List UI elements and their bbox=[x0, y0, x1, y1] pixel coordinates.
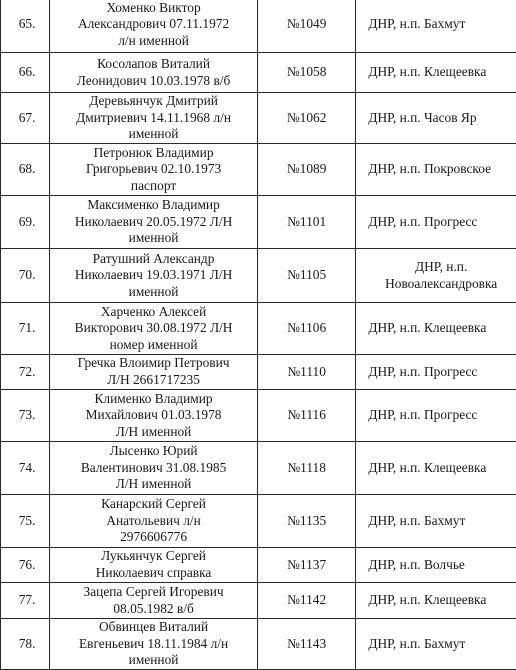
person-line: Николаевич 20.05.1972 Л/Н bbox=[53, 214, 254, 231]
document-number: №1116 bbox=[257, 390, 355, 442]
location-line: ДНР, н.п. Клещеевка bbox=[368, 64, 486, 79]
person-line: Максименко Владимир bbox=[53, 197, 254, 214]
location-line: ДНР, н.п. Бахмут bbox=[368, 16, 465, 31]
location-line: ДНР, н.п. Прогресс bbox=[368, 214, 477, 229]
document-number: №1049 bbox=[257, 0, 355, 53]
person-line: Александрович 07.11.1972 bbox=[53, 16, 254, 33]
document-number: №1137 bbox=[257, 548, 355, 583]
person-line: Леонидович 10.03.1978 в/б bbox=[53, 73, 254, 90]
person-line: Л/Н именной bbox=[53, 424, 254, 441]
table-row bbox=[1, 93, 516, 144]
person-line: Ратушний Александр bbox=[53, 251, 254, 268]
person-cell bbox=[50, 93, 258, 144]
document-number: №1105 bbox=[257, 249, 355, 303]
location-line: ДНР, н.п. bbox=[368, 259, 516, 276]
person-line: Валентинович 31.08.1985 bbox=[53, 460, 254, 477]
person-cell bbox=[50, 303, 258, 355]
person-cell bbox=[50, 548, 258, 583]
person-line: Харченко Алексей bbox=[53, 304, 254, 321]
person-line: именной bbox=[53, 284, 254, 301]
document-number: №1135 bbox=[257, 495, 355, 548]
person-line: 08.05.1982 в/б bbox=[53, 601, 254, 618]
person-line: Николаевич справка bbox=[53, 565, 254, 582]
row-number: 69. bbox=[1, 196, 50, 249]
document-number: №1106 bbox=[257, 303, 355, 355]
location-line: Новоалександровка bbox=[368, 276, 516, 293]
person-cell bbox=[50, 442, 258, 495]
person-line: Канарский Сергей bbox=[53, 496, 254, 513]
row-number: 66. bbox=[1, 53, 50, 93]
location-line: ДНР, н.п. Прогресс bbox=[368, 364, 477, 379]
document-number: №1143 bbox=[257, 619, 355, 670]
table-row bbox=[1, 0, 516, 53]
person-line: Лукьянчук Сергей bbox=[53, 548, 254, 565]
person-line: Хоменко Виктор bbox=[53, 0, 254, 16]
row-number: 76. bbox=[1, 548, 50, 583]
person-line: Зацепа Сергей Игоревич bbox=[53, 584, 254, 601]
person-line: Гречка Влоимир Петрович bbox=[53, 355, 254, 372]
person-line: Николаевич 19.03.1971 Л/Н bbox=[53, 267, 254, 284]
location-line: ДНР, н.п. Бахмут bbox=[368, 513, 465, 528]
person-line: Л/Н именной bbox=[53, 476, 254, 493]
person-cell bbox=[50, 196, 258, 249]
person-line: 2976606776 bbox=[53, 529, 254, 546]
row-number: 73. bbox=[1, 390, 50, 442]
location-line: ДНР, н.п. Клещеевка bbox=[368, 592, 486, 607]
person-cell bbox=[50, 355, 258, 390]
person-line: Михайлович 01.03.1978 bbox=[53, 407, 254, 424]
person-line: паспорт bbox=[53, 178, 254, 195]
person-line: л/н именной bbox=[53, 33, 254, 50]
person-line: Лысенко Юрий bbox=[53, 443, 254, 460]
location-cell bbox=[356, 495, 516, 548]
document-number: №1101 bbox=[257, 196, 355, 249]
person-line: Косолапов Виталий bbox=[53, 56, 254, 73]
location-cell bbox=[356, 0, 516, 53]
person-line: Анатольевич л/н bbox=[53, 513, 254, 530]
location-line: ДНР, н.п. Бахмут bbox=[368, 636, 465, 651]
table-row bbox=[1, 196, 516, 249]
table-row bbox=[1, 53, 516, 93]
person-line: Григорьевич 02.10.1973 bbox=[53, 161, 254, 178]
location-cell bbox=[356, 548, 516, 583]
person-line: именной bbox=[53, 126, 254, 143]
row-number: 71. bbox=[1, 303, 50, 355]
location-line: ДНР, н.п. Клещеевка bbox=[368, 320, 486, 335]
table-row bbox=[1, 583, 516, 619]
person-line: Евгеньевич 18.11.1984 л/н bbox=[53, 636, 254, 653]
person-cell bbox=[50, 619, 258, 670]
records-table-body bbox=[1, 0, 516, 669]
person-cell bbox=[50, 495, 258, 548]
row-number: 67. bbox=[1, 93, 50, 144]
location-cell bbox=[356, 390, 516, 442]
person-line: Клименко Владимир bbox=[53, 391, 254, 408]
document-number: №1058 bbox=[257, 53, 355, 93]
row-number: 74. bbox=[1, 442, 50, 495]
table-row bbox=[1, 144, 516, 196]
location-line: ДНР, н.п. Волчье bbox=[368, 557, 465, 572]
person-line: именной bbox=[53, 652, 254, 669]
person-cell bbox=[50, 53, 258, 93]
location-line: ДНР, н.п. Клещеевка bbox=[368, 460, 486, 475]
row-number: 68. bbox=[1, 144, 50, 196]
location-cell bbox=[356, 249, 516, 303]
location-cell bbox=[356, 144, 516, 196]
person-line: Деревьянчук Дмитрий bbox=[53, 93, 254, 110]
table-row bbox=[1, 495, 516, 548]
table-row bbox=[1, 249, 516, 303]
person-line: номер именной bbox=[53, 337, 254, 354]
table-row bbox=[1, 442, 516, 495]
location-cell bbox=[356, 196, 516, 249]
document-number: №1110 bbox=[257, 355, 355, 390]
row-number: 78. bbox=[1, 619, 50, 670]
document-number: №1142 bbox=[257, 583, 355, 619]
location-cell bbox=[356, 619, 516, 670]
location-cell bbox=[356, 53, 516, 93]
person-cell bbox=[50, 583, 258, 619]
person-line: именной bbox=[53, 230, 254, 247]
location-cell bbox=[356, 303, 516, 355]
row-number: 72. bbox=[1, 355, 50, 390]
location-cell bbox=[356, 93, 516, 144]
row-number: 70. bbox=[1, 249, 50, 303]
person-line: Викторович 30.08.1972 Л/Н bbox=[53, 320, 254, 337]
location-cell bbox=[356, 583, 516, 619]
location-line: ДНР, н.п. Часов Яр bbox=[368, 110, 476, 125]
person-line: Петронюк Владимир bbox=[53, 145, 254, 162]
location-cell bbox=[356, 442, 516, 495]
document-number: №1118 bbox=[257, 442, 355, 495]
table-row bbox=[1, 390, 516, 442]
location-cell bbox=[356, 355, 516, 390]
person-cell bbox=[50, 249, 258, 303]
person-cell bbox=[50, 0, 258, 53]
location-line: ДНР, н.п. Прогресс bbox=[368, 407, 477, 422]
person-line: Обвинцев Виталий bbox=[53, 619, 254, 636]
document-number: №1062 bbox=[257, 93, 355, 144]
row-number: 75. bbox=[1, 495, 50, 548]
person-cell bbox=[50, 144, 258, 196]
person-cell bbox=[50, 390, 258, 442]
table-row bbox=[1, 303, 516, 355]
location-line: ДНР, н.п. Покровское bbox=[368, 161, 491, 176]
person-line: Л/Н 2661717235 bbox=[53, 372, 254, 389]
person-line: Дмитриевич 14.11.1968 л/н bbox=[53, 110, 254, 127]
table-row bbox=[1, 548, 516, 583]
table-row bbox=[1, 355, 516, 390]
row-number: 77. bbox=[1, 583, 50, 619]
row-number: 65. bbox=[1, 0, 50, 53]
document-number: №1089 bbox=[257, 144, 355, 196]
table-row bbox=[1, 619, 516, 670]
